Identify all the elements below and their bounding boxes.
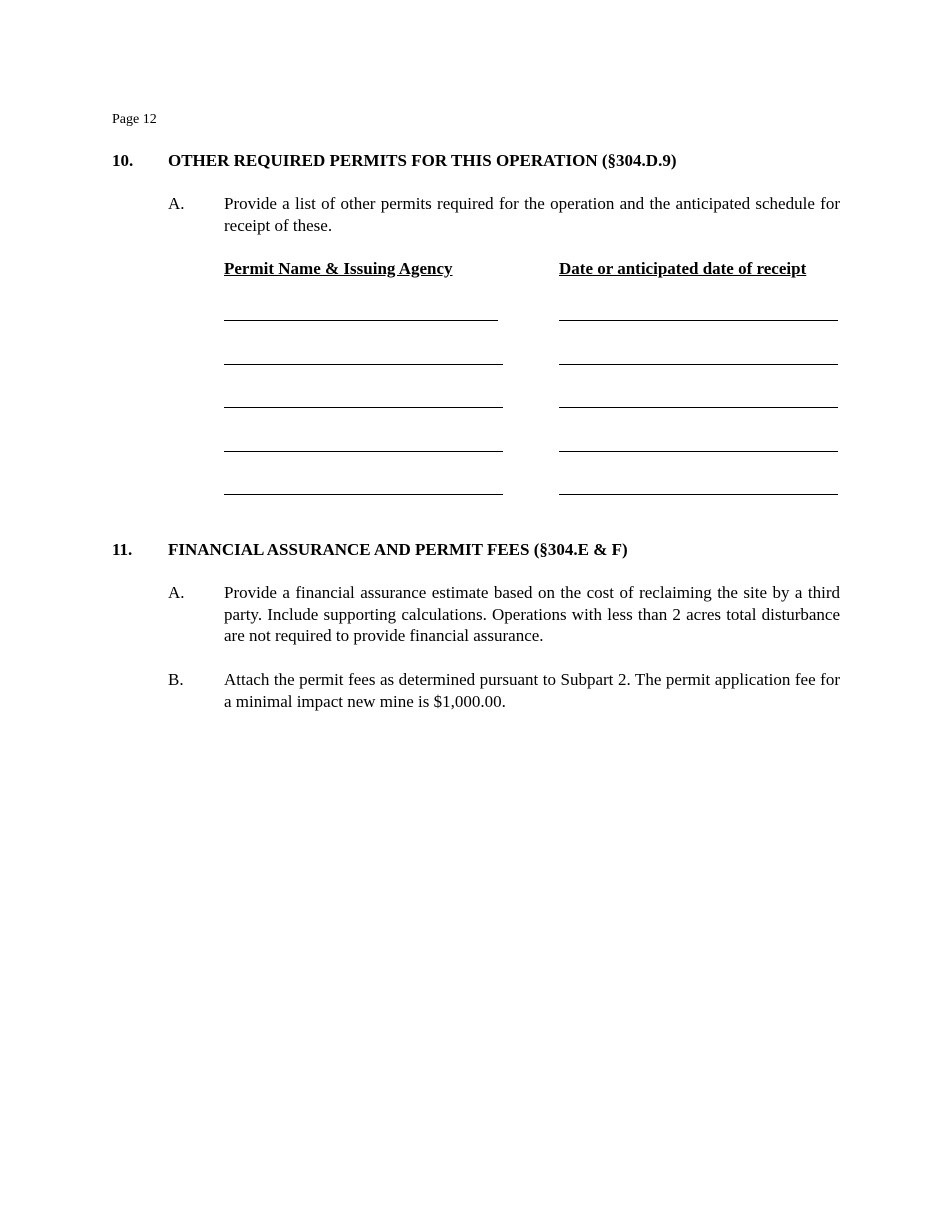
section-11-item-a (168, 582, 840, 647)
receipt-date-blank-5[interactable] (559, 494, 838, 495)
receipt-date-blank-4[interactable] (559, 451, 838, 452)
section-11-item-b-text: Attach the permit fees as determined pursuant to Subpart 2. The permit application fee for a minimal impact new mine is $1,000.00. (224, 670, 840, 711)
section-10-item-a-letter: A. (168, 194, 185, 213)
permit-name-blank-2[interactable] (224, 364, 503, 365)
receipt-date-blank-1[interactable] (559, 320, 838, 321)
receipt-date-blank-2[interactable] (559, 364, 838, 365)
receipt-date-column-header: Date or anticipated date of receipt (559, 259, 807, 278)
section-11-title: FINANCIAL ASSURANCE AND PERMIT FEES (§304.E & F) (168, 540, 628, 559)
permit-name-blank-1[interactable] (224, 320, 498, 321)
section-10-number: 10. (112, 151, 134, 170)
section-11-item-a-text: Provide a financial assurance estimate based on the cost of reclaiming the site by a third party. Include supporting calculations. Operations with less than 2 acres total disturbance are not required to provide financial assurance. (224, 583, 840, 645)
permit-name-blank-3[interactable] (224, 407, 503, 408)
section-10-title: OTHER REQUIRED PERMITS FOR THIS OPERATION (§304.D.9) (168, 151, 677, 170)
section-11-item-b (168, 669, 840, 712)
permit-name-blank-4[interactable] (224, 451, 503, 452)
section-11-item-a-letter: A. (168, 583, 185, 602)
section-11-item-b-letter: B. (168, 670, 184, 689)
section-10-item-a-text: Provide a list of other permits required for the operation and the anticipated schedule for receipt of these. (224, 194, 840, 235)
permit-name-column-header: Permit Name & Issuing Agency (224, 259, 453, 278)
section-10-item-a (168, 193, 840, 236)
receipt-date-blank-3[interactable] (559, 407, 838, 408)
permit-name-blank-5[interactable] (224, 494, 503, 495)
page-number: Page 12 (112, 112, 157, 127)
section-11-number: 11. (112, 540, 133, 559)
